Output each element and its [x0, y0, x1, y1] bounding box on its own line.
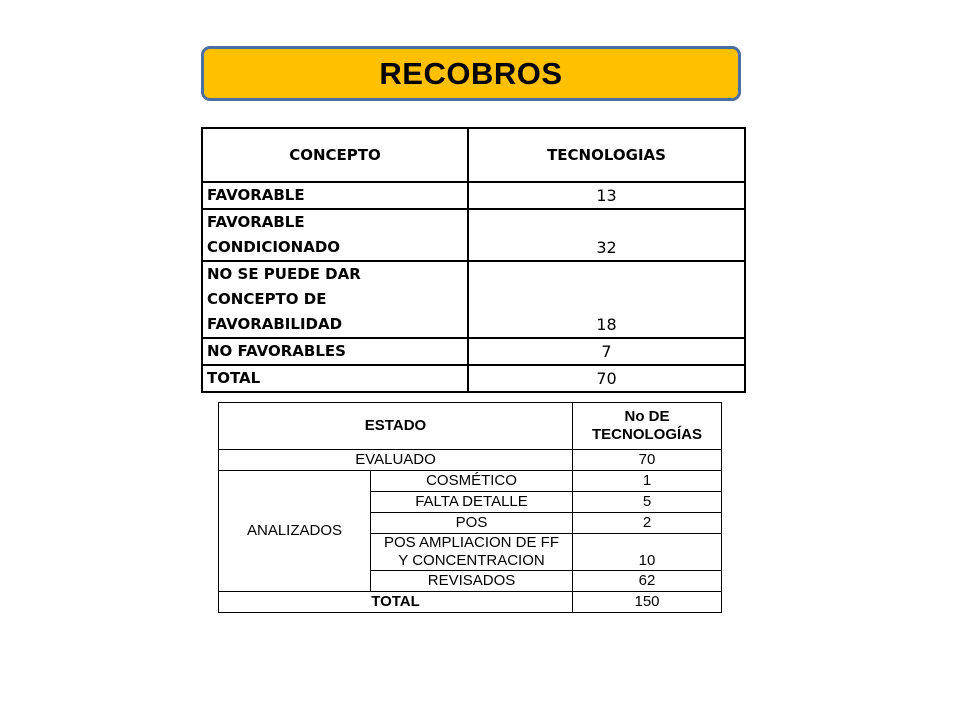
sub-row-value: 2 [573, 513, 722, 534]
row-value: 13 [468, 182, 745, 209]
table-row [202, 261, 745, 338]
row-value: 32 [468, 209, 745, 261]
table-row [202, 182, 745, 209]
table-row [219, 471, 722, 492]
row-value: 7 [468, 338, 745, 365]
row-label: TOTAL [202, 365, 468, 392]
sub-row-label: FALTA DETALLE [371, 492, 573, 513]
header-tecnologias: TECNOLOGIAS [468, 128, 745, 182]
sub-row-value: 10 [573, 534, 722, 571]
header-no-tecnologias: No DE TECNOLOGÍAS [573, 403, 722, 450]
header-estado: ESTADO [219, 403, 573, 450]
total-label: TOTAL [219, 592, 573, 613]
table-header-row [202, 128, 745, 182]
sub-row-label: POS AMPLIACION DE FF Y CONCENTRACION [371, 534, 573, 571]
title-banner [201, 46, 741, 101]
row-label: NO FAVORABLES [202, 338, 468, 365]
evaluado-value: 70 [573, 450, 722, 471]
row-value: 18 [468, 261, 745, 338]
table-row [202, 338, 745, 365]
table-row [202, 209, 745, 261]
row-label: FAVORABLE CONDICIONADO [202, 209, 468, 261]
concepto-table [201, 127, 746, 393]
header-concepto: CONCEPTO [202, 128, 468, 182]
group-label-analizados: ANALIZADOS [219, 471, 371, 592]
row-label: NO SE PUEDE DAR CONCEPTO DE FAVORABILIDAD [202, 261, 468, 338]
sub-row-label: POS [371, 513, 573, 534]
table-row [219, 450, 722, 471]
row-label: FAVORABLE [202, 182, 468, 209]
total-row [219, 592, 722, 613]
evaluado-label: EVALUADO [219, 450, 573, 471]
estado-table [218, 402, 722, 613]
total-row [202, 365, 745, 392]
table-header-row [219, 403, 722, 450]
sub-row-value: 1 [573, 471, 722, 492]
sub-row-label: COSMÉTICO [371, 471, 573, 492]
row-value: 70 [468, 365, 745, 392]
sub-row-value: 5 [573, 492, 722, 513]
page-title: RECOBROS [379, 55, 563, 91]
sub-row-value: 62 [573, 571, 722, 592]
total-value: 150 [573, 592, 722, 613]
sub-row-label: REVISADOS [371, 571, 573, 592]
